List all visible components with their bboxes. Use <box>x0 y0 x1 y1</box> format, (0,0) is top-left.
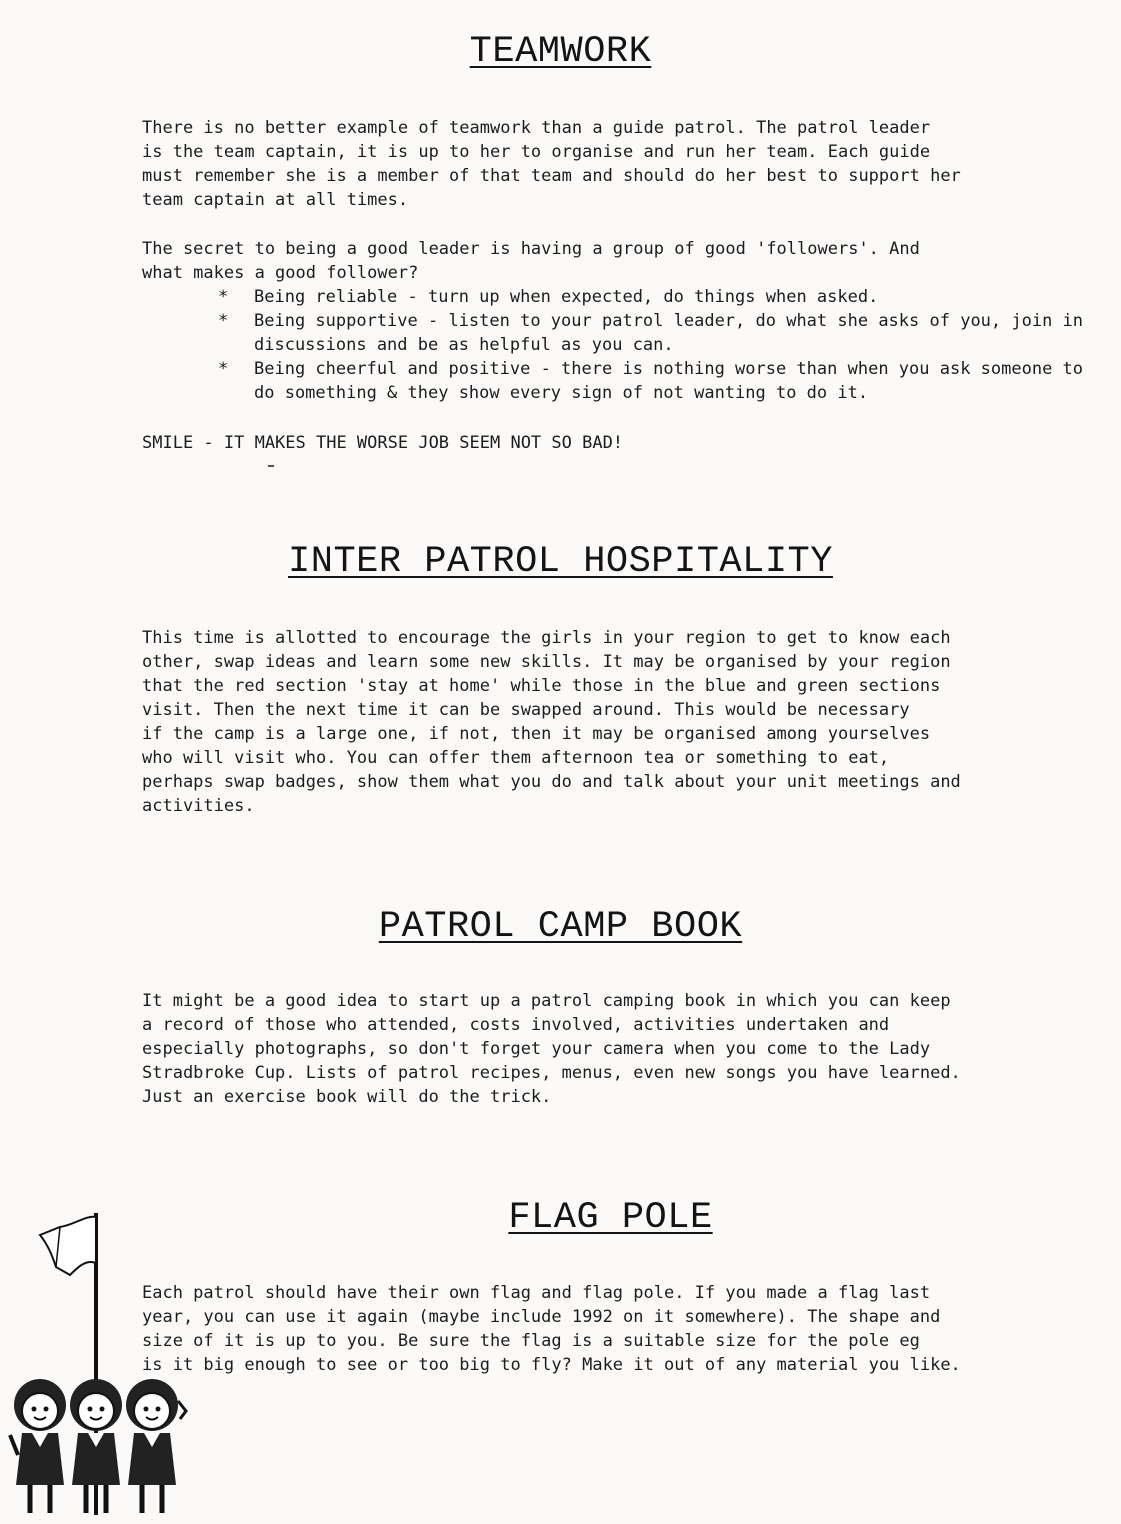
flag-pole-paragraph: Each patrol should have their own flag and flag pole. If you made a flag last year, you can use it again (maybe include 1992 on it somewhere). The shape and size of it is up to you. Be sure the flag is a suitable size for the pole eg is it big enough to see or too big to fly? Make it out of any material you like. <box>142 1283 961 1375</box>
list-item: * Being supportive - listen to your patrol leader, do what she asks of you, join in discussions and be as helpful as you can. <box>214 309 1084 357</box>
teamwork-heading: TEAMWORK <box>469 31 652 73</box>
teamwork-paragraph-1: There is no better example of teamwork than a guide patrol. The patrol leader is the team captain, it is up to her to organise and run her team. Each guide must remember she is a member of that team and should do her best to support her team captain at all times. <box>142 118 961 210</box>
hospitality-heading: INTER PATROL HOSPITALITY <box>288 541 833 583</box>
guides-flagpole-illustration <box>0 1205 200 1524</box>
stray-mark <box>268 465 274 467</box>
guide-girl-icon <box>126 1379 186 1513</box>
hospitality-paragraph: This time is allotted to encourage the girls in your region to get to know each other, swap ideas and learn some new skills. It may be organised by your region that the red section 'stay at home' while those in the blue and green sections visit. Then the next time it can be swapped around. This would be necessary if the camp is a large one, if not, then it may be organised among yourselves who will visit who. You can offer them afternoon tea or something to eat, perhaps swap badges, show them what you do and talk about your unit meetings and activities. <box>142 628 961 816</box>
camp-book-paragraph: It might be a good idea to start up a patrol camping book in which you can keep a record of those who attended, costs involved, activities undertaken and especially photographs, so don't forget your camera when you come to the Lady Stradbroke Cup. Lists of patrol recipes, menus, even new songs you have learned. Just an exercise book will do the trick. <box>142 991 961 1107</box>
camp-book-heading: PATROL CAMP BOOK <box>378 906 743 948</box>
flag-pole-heading: FLAG POLE <box>508 1197 713 1239</box>
guide-girl-icon <box>10 1379 66 1513</box>
list-item: * Being cheerful and positive - there is nothing worse than when you ask someone to do something & they show every sign of not wanting to do it. <box>214 357 1084 405</box>
list-item: * Being reliable - turn up when expected, do things when asked. <box>214 285 1084 309</box>
smile-line: SMILE - IT MAKES THE WORSE JOB SEEM NOT SO BAD! <box>142 433 624 453</box>
follower-qualities-list <box>214 285 1084 405</box>
teamwork-paragraph-2: The secret to being a good leader is having a group of good 'followers'. And what makes a good follower? <box>142 239 920 283</box>
